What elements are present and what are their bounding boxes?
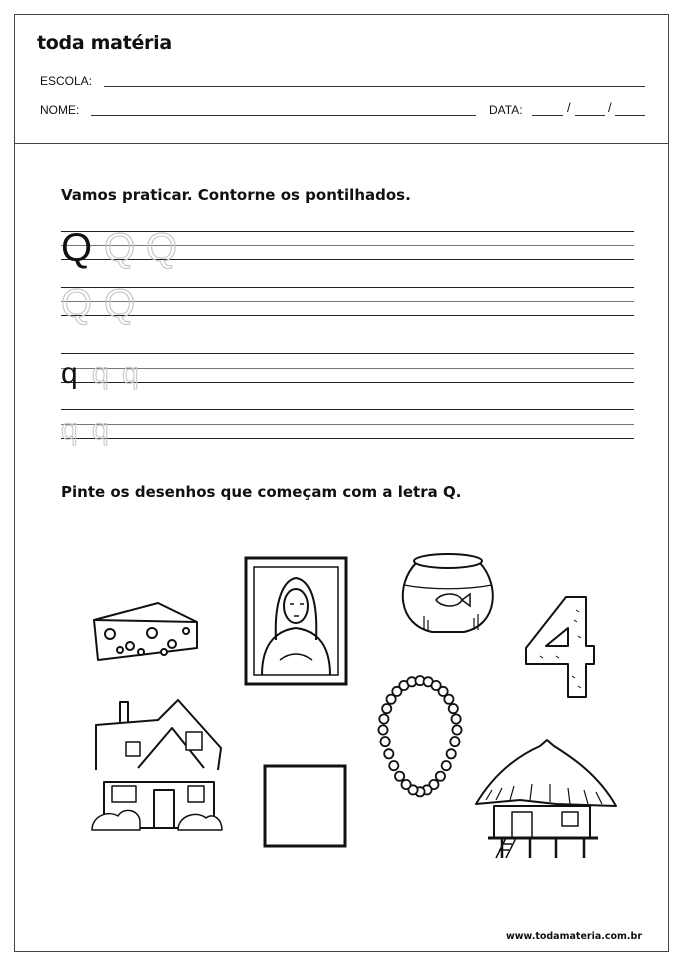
trace-letter-uppercase: Q (61, 282, 93, 326)
necklace-bead (447, 749, 456, 758)
necklace-bead (452, 725, 461, 734)
necklace-bead (384, 749, 393, 758)
necklace-bead (442, 761, 451, 770)
date-label: DATA: (489, 103, 523, 117)
house-icon[interactable] (92, 700, 222, 830)
date-separator: / (608, 100, 612, 115)
trace-letter-uppercase: Q (104, 226, 136, 270)
trace-letter-lowercase: q (92, 357, 109, 390)
trace-letter-lowercase: q (92, 413, 109, 446)
cheese-icon[interactable] (94, 603, 197, 660)
trace-letter-lowercase: q (61, 413, 78, 446)
necklace-bead (389, 761, 398, 770)
trace-letter-uppercase: Q (146, 226, 178, 270)
exercise-1-instruction: Vamos praticar. Contorne os pontilhados. (61, 186, 411, 204)
brand-logo: toda matéria (37, 32, 172, 54)
necklace-bead (381, 737, 390, 746)
necklace-bead (436, 772, 445, 781)
footer-url[interactable]: www.todamateria.com.br (505, 931, 642, 942)
necklace-bead (395, 772, 404, 781)
framed-portrait-icon[interactable] (246, 558, 346, 684)
model-letter-lowercase: q (61, 357, 78, 390)
model-letter-uppercase: Q (61, 226, 93, 270)
name-label: NOME: (40, 103, 80, 117)
school-label: ESCOLA: (40, 74, 93, 88)
necklace-bead (444, 695, 453, 704)
necklace-bead (378, 725, 387, 734)
square-icon[interactable] (265, 766, 345, 846)
date-separator: / (567, 100, 571, 115)
necklace-bead (379, 714, 388, 723)
necklace-bead (452, 714, 461, 723)
fishbowl-icon[interactable] (403, 554, 493, 632)
trace-letter-uppercase: Q (104, 282, 136, 326)
necklace-bead (450, 737, 459, 746)
number-four-icon[interactable] (526, 597, 594, 697)
necklace-icon[interactable] (378, 676, 461, 796)
necklace-bead (449, 704, 458, 713)
necklace-bead (402, 780, 411, 789)
exercise-2-instruction: Pinte os desenhos que começam com a letra Q. (61, 483, 462, 501)
necklace-bead (382, 704, 391, 713)
trace-letter-lowercase: q (122, 357, 139, 390)
hut-icon[interactable] (476, 740, 616, 858)
